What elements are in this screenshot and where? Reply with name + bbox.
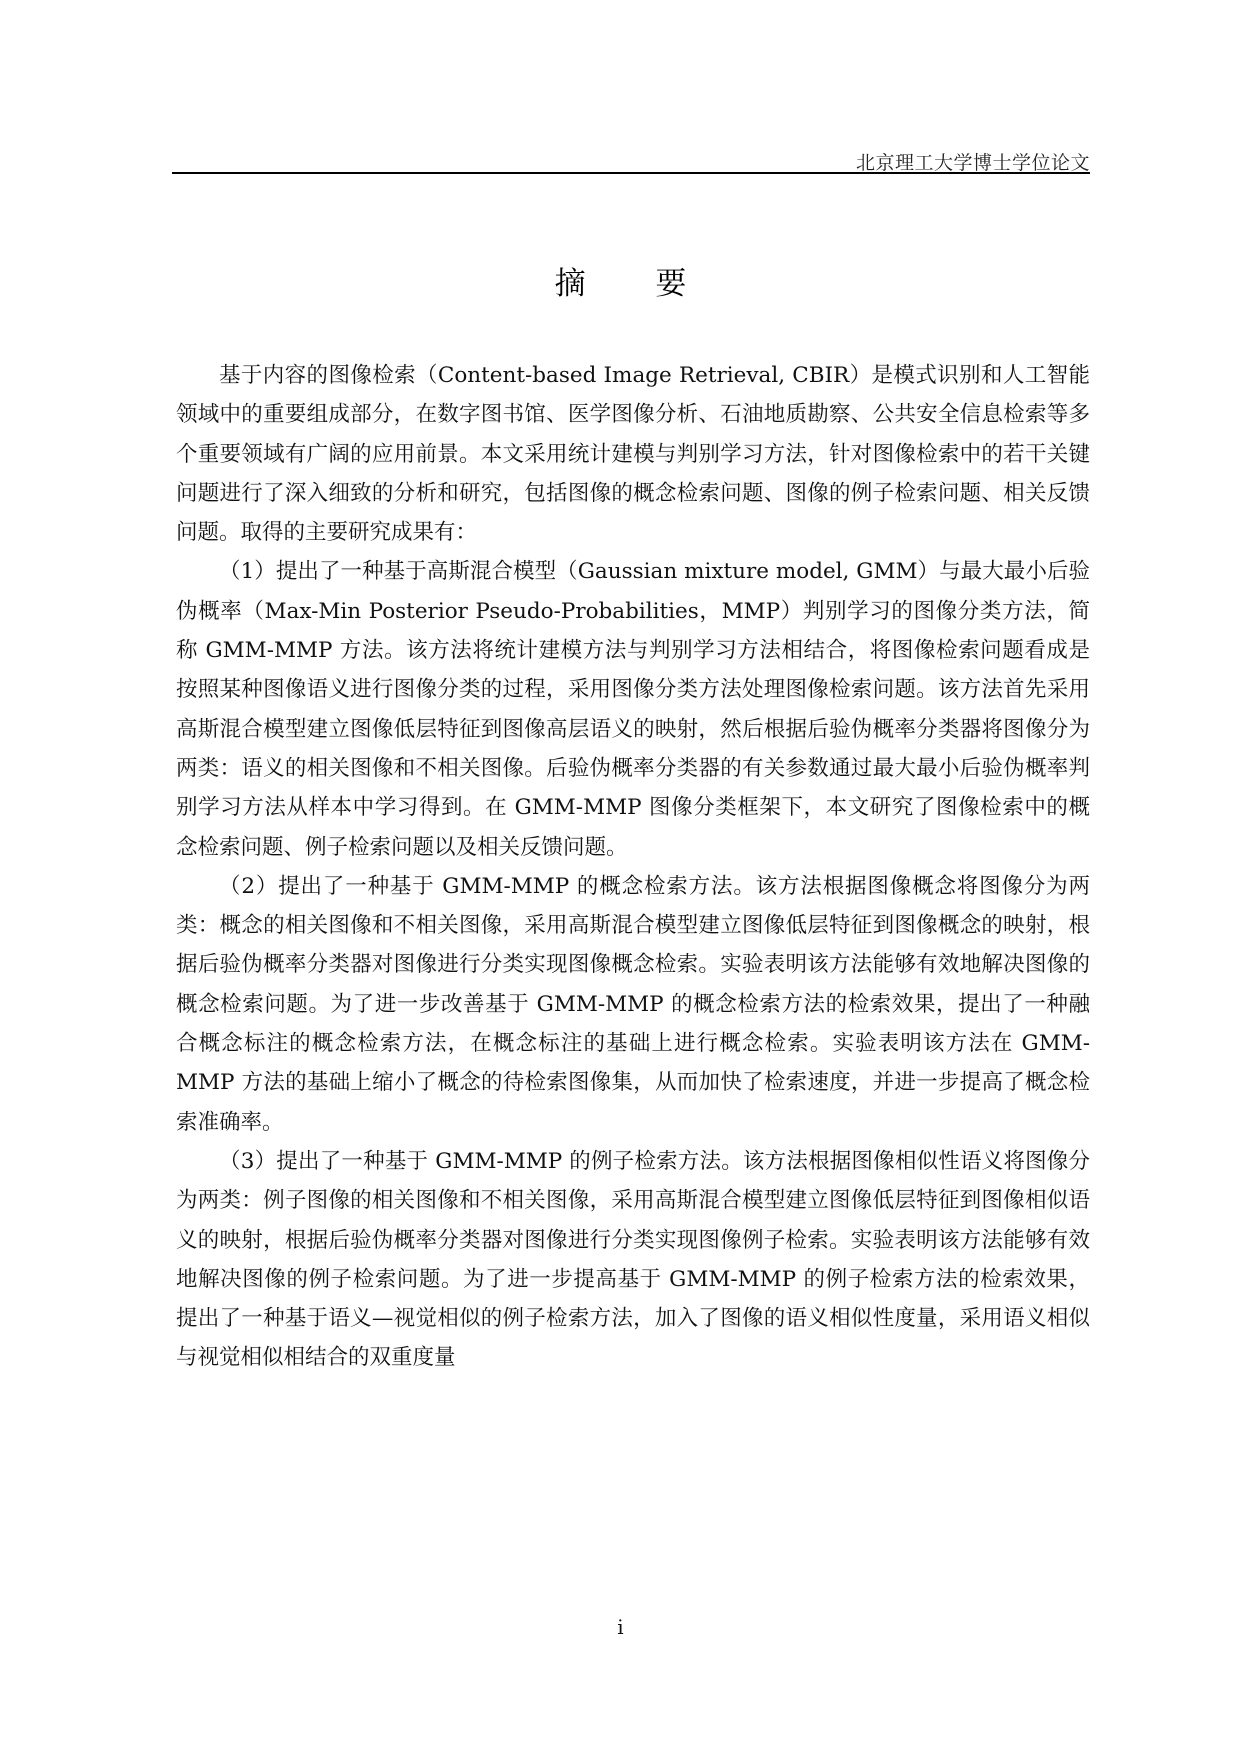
abstract-paragraph-3: （3）提出了一种基于 GMM-MMP 的例子检索方法。该方法根据图像相似性语义将图像分为两类：例子图像的相关图像和不相关图像，采用高斯混合模型建立图像低层特征到图像相似语义的映射，根据后验伪概率分类器对图像进行分类实现图像例子检索。实验表明该方法能够有效地解决图像的例子检索问题。为了进一步提高基于 GMM-MMP 的例子检索方法的检索效果，提出了一种基于语义—视觉相似的例子检索方法，加入了图像的语义相似性度量，采用语义相似与视觉相似相结合的双重度量 bbox=[176, 1148, 1090, 1371]
page-number: i bbox=[617, 1615, 624, 1639]
abstract-body bbox=[176, 356, 1090, 1378]
abstract-paragraph-1: （1）提出了一种基于高斯混合模型（Gaussian mixture model, GMM）与最大最小后验伪概率（Max-Min Posterior Pseudo-Probabilities，MMP）判别学习的图像分类方法，简称 GMM-MMP 方法。该方法将统计建模方法与判别学习方法相结合，将图像检索问题看成是按照某种图像语义进行图像分类的过程，采用图像分类方法处理图像检索问题。该方法首先采用高斯混合模型建立图像低层特征到图像高层语义的映射，然后根据后验伪概率分类器将图像分为两类：语义的相关图像和不相关图像。后验伪概率分类器的有关参数通过最大最小后验伪概率判别学习方法从样本中学习得到。在 GMM-MMP 图像分类框架下，本文研究了图像检索中的概念检索问题、例子检索问题以及相关反馈问题。 bbox=[176, 559, 1090, 860]
running-header: 北京理工大学博士学位论文 bbox=[855, 152, 1090, 174]
abstract-paragraph-intro: 基于内容的图像检索（Content-based Image Retrieval, CBIR）是模式识别和人工智能领域中的重要组成部分，在数字图书馆、医学图像分析、石油地质勘察、公共安全信息检索等多个重要领域有广阔的应用前景。本文采用统计建模与判别学习方法，针对图像检索中的若干关键问题进行了深入细致的分析和研究，包括图像的概念检索问题、图像的例子检索问题、相关反馈问题。取得的主要研究成果有： bbox=[176, 363, 1090, 546]
page-title: 摘 要 bbox=[554, 266, 717, 302]
abstract-paragraph-2: （2）提出了一种基于 GMM-MMP 的概念检索方法。该方法根据图像概念将图像分为两类：概念的相关图像和不相关图像，采用高斯混合模型建立图像低层特征到图像概念的映射，根据后验伪概率分类器对图像进行分类实现图像概念检索。实验表明该方法能够有效地解决图像的概念检索问题。为了进一步改善基于 GMM-MMP 的概念检索方法的检索效果，提出了一种融合概念标注的概念检索方法，在概念标注的基础上进行概念检索。实验表明该方法在 GMM-MMP 方法的基础上缩小了概念的待检索图像集，从而加快了检索速度，并进一步提高了概念检索准确率。 bbox=[176, 873, 1090, 1135]
header-rule bbox=[172, 172, 1090, 174]
